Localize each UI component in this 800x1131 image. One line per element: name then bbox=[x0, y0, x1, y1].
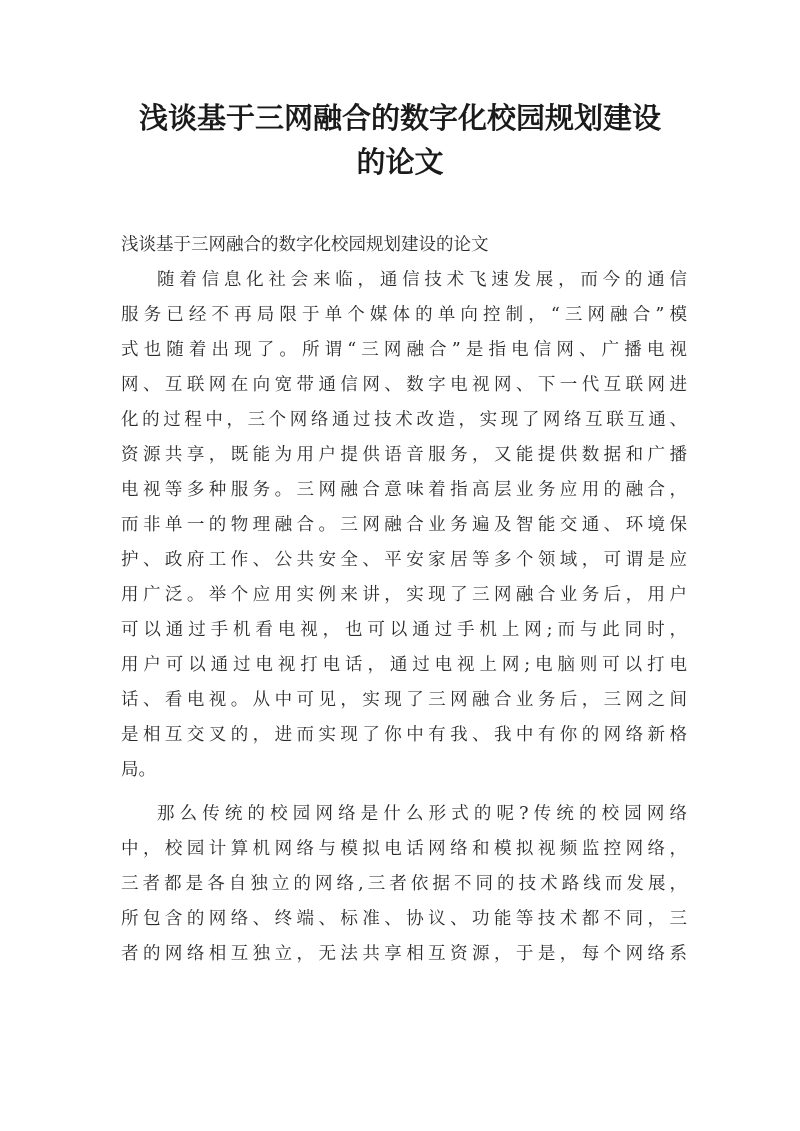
document-title bbox=[100, 96, 700, 184]
paragraph-2 bbox=[121, 797, 687, 972]
paragraph-line: 者的网络相互独立，无法共享相互资源，于是，每个网络系 bbox=[121, 944, 687, 964]
paragraph-line: 用户可以通过电视打电话，通过电视上网;电脑则可以打电 bbox=[121, 655, 687, 675]
title-line-2: 的论文 bbox=[356, 145, 444, 179]
paragraph-gap bbox=[121, 788, 687, 797]
paragraph-line: 话、看电视。从中可见，实现了三网融合业务后，三网之间 bbox=[121, 690, 687, 710]
paragraph-line: 随着信息化社会来临，通信技术飞速发展，而今的通信 bbox=[157, 270, 687, 290]
paragraph-line: 用广泛。举个应用实例来讲，实现了三网融合业务后，用户 bbox=[121, 585, 687, 605]
paragraph-line: 而非单一的物理融合。三网融合业务遍及智能交通、环境保 bbox=[121, 515, 687, 535]
paragraph-line: 护、政府工作、公共安全、平安家居等多个领域，可谓是应 bbox=[121, 550, 687, 570]
paragraph-line: 化的过程中，三个网络通过技术改造，实现了网络互联互通、 bbox=[121, 410, 687, 430]
paragraph-1 bbox=[121, 263, 687, 788]
paragraph-line: 局。 bbox=[121, 760, 156, 780]
document-subtitle: 浅谈基于三网融合的数字化校园规划建设的论文 bbox=[121, 235, 489, 255]
title-line-1: 浅谈基于三网融合的数字化校园规划建设 bbox=[138, 101, 661, 135]
paragraph-line: 资源共享，既能为用户提供语音服务，又能提供数据和广播 bbox=[121, 445, 687, 465]
paragraph-line: 电视等多种服务。三网融合意味着指高层业务应用的融合， bbox=[121, 480, 687, 500]
document-body bbox=[121, 228, 687, 972]
paragraph-line: 所包含的网络、终端、标准、协议、功能等技术都不同，三 bbox=[121, 909, 687, 929]
paragraph-line: 式也随着出现了。所谓“三网融合”是指电信网、广播电视 bbox=[121, 340, 687, 360]
paragraph-line: 网、互联网在向宽带通信网、数字电视网、下一代互联网进 bbox=[121, 375, 687, 395]
paragraph-line: 那么传统的校园网络是什么形式的呢?传统的校园网络 bbox=[157, 804, 687, 824]
paragraph-line: 可以通过手机看电视，也可以通过手机上网;而与此同时， bbox=[121, 620, 687, 640]
paragraph-line: 是相互交叉的，进而实现了你中有我、我中有你的网络新格 bbox=[121, 725, 687, 745]
paragraph-line: 三者都是各自独立的网络,三者依据不同的技术路线而发展， bbox=[121, 874, 687, 894]
paragraph-line: 中，校园计算机网络与模拟电话网络和模拟视频监控网络， bbox=[121, 839, 687, 859]
paragraph-line: 服务已经不再局限于单个媒体的单向控制，“三网融合”模 bbox=[121, 305, 687, 325]
